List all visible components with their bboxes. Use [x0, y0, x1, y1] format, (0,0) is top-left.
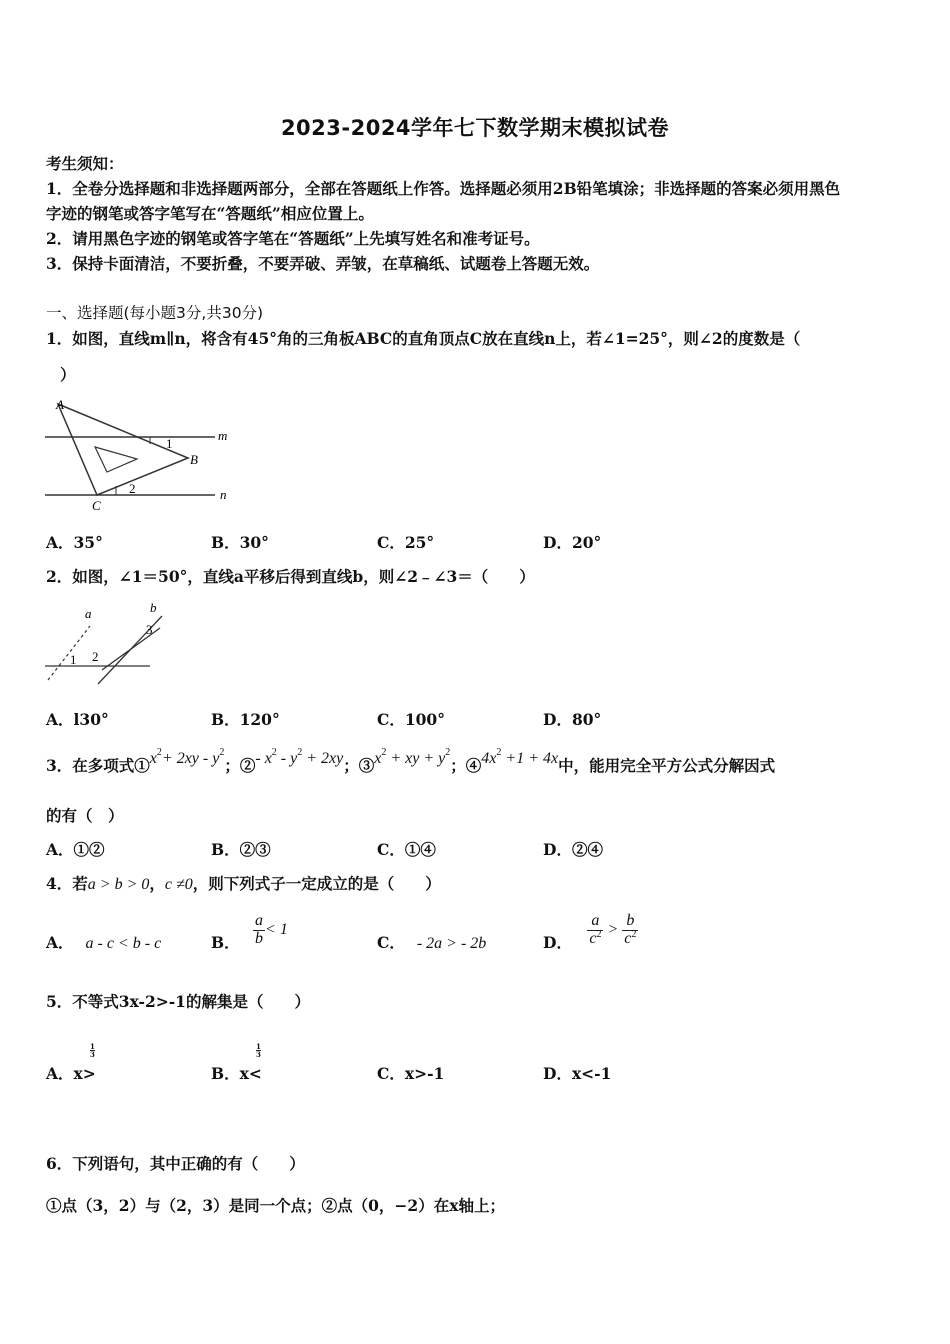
- q1-option-c[interactable]: C．25°: [377, 533, 435, 552]
- q4-option-d[interactable]: D． $\frac{a}{c^2}$ > $\frac{b}{c^2}$: [543, 912, 637, 952]
- q2-option-c[interactable]: C．100°: [377, 710, 445, 729]
- q4-option-b[interactable]: B． $\frac{a}{b}$ < 1: [211, 912, 288, 952]
- q2-option-b[interactable]: B．120°: [211, 710, 280, 729]
- q4-option-a[interactable]: A． a - c < b - c: [46, 933, 162, 952]
- q3-suffix: 中，能用完全平方公式分解因式: [558, 756, 776, 775]
- q1-label-m: m: [218, 428, 228, 443]
- q4-option-c[interactable]: C． - 2a > - 2b: [377, 933, 487, 952]
- q1-option-b[interactable]: B．30°: [211, 533, 269, 552]
- page-title: 2023-2024学年七下数学期末模拟试卷: [280, 116, 670, 140]
- q5-option-a-fraction: $\frac{1}{3}$: [90, 1042, 95, 1059]
- q5-option-c[interactable]: C．x>-1: [377, 1064, 445, 1083]
- q2-figure: [40, 598, 170, 690]
- notice-line-1: 1．全卷分选择题和非选择题两部分，全部在答题纸上作答。选择题必须用2B铅笔填涂；非选择题的答案必须用黑色: [46, 179, 841, 198]
- q2-option-d[interactable]: D．80°: [543, 710, 602, 729]
- q2-stem: 2．如图，∠1＝50°，直线a平移后得到直线b，则∠2﹣∠3＝（ ）: [46, 567, 535, 586]
- q2-angle-3: 3: [146, 622, 153, 637]
- q5-option-d[interactable]: D．x<-1: [543, 1064, 612, 1083]
- q3-poly-3: $x^2$ + xy + $y^2$: [374, 747, 451, 767]
- q5-option-a[interactable]: A．x>: [46, 1064, 96, 1083]
- notice-line-2: 字迹的钢笔或答字笔写在“答题纸”相应位置上。: [46, 204, 374, 223]
- q2-label-a: a: [85, 606, 92, 621]
- q3-poly-2: - $x^2 - y^2 + 2xy$: [255, 747, 344, 767]
- q1-label-b: B: [190, 452, 198, 467]
- q1-angle-2: 2: [129, 481, 136, 496]
- q1-angle-1: 1: [166, 436, 173, 451]
- q2-option-a[interactable]: A．l30°: [46, 710, 109, 729]
- q5-option-b-fraction: $\frac{1}{3}$: [256, 1042, 261, 1059]
- q4-stem: 4．若a > b > 0，c ≠0，则下列式子一定成立的是（ ）: [46, 874, 441, 893]
- q3-line: 3．在多项式$①x^2+ 2xy - y^2$；②- $x^2 - y^2 + 2xy$；$③x^2$ + xy + $y^2$；$④4x^2 +1 + 4x$中，能用完全平方公式分解因式: [46, 747, 776, 775]
- q1-stem-end: ）: [60, 365, 76, 384]
- q3-option-a[interactable]: A．①②: [46, 840, 105, 859]
- q2-angle-2: 2: [92, 649, 99, 664]
- notice-line-4: 3．保持卡面清洁，不要折叠，不要弄破、弄皱，在草稿纸、试题卷上答题无效。: [46, 254, 600, 273]
- q3-poly-4: $4x^2 +1 + 4x$: [481, 747, 559, 767]
- q3-option-b[interactable]: B．②③: [211, 840, 271, 859]
- q1-stem: 1．如图，直线m∥n，将含有45°角的三角板ABC的直角顶点C放在直线n上，若∠1=25°，则∠2的度数是（: [46, 329, 801, 348]
- notice-line-3: 2．请用黑色字迹的钢笔或答字笔在“答题纸”上先填写姓名和准考证号。: [46, 229, 540, 248]
- q3-poly-1: $x^2+ 2xy - y^2$: [149, 747, 225, 767]
- q1-option-d[interactable]: D．20°: [543, 533, 602, 552]
- q3-option-d[interactable]: D．②④: [543, 840, 603, 859]
- q1-label-n: n: [220, 487, 227, 502]
- q1-label-c: C: [92, 498, 101, 513]
- section-heading: 一、选择题(每小题3分,共30分): [46, 304, 264, 322]
- q3-line-2: 的有（ ）: [46, 806, 124, 825]
- q3-prefix: 3．在多项式①: [46, 756, 150, 775]
- q5-stem: 5．不等式3x-2>-1的解集是（ ）: [46, 992, 310, 1011]
- q6-statement-line: ①点（3，2）与（2，3）是同一个点；②点（0，−2）在x轴上；: [46, 1196, 505, 1215]
- q1-label-a: A: [56, 397, 64, 412]
- q2-angle-1: 1: [70, 652, 77, 667]
- q2-label-b: b: [150, 600, 157, 615]
- q4-cond-2: c ≠0: [164, 876, 193, 893]
- q5-option-b[interactable]: B．x<: [211, 1064, 262, 1083]
- q4-cond-1: a > b > 0: [87, 876, 150, 893]
- q6-stem: 6．下列语句，其中正确的有（ ）: [46, 1154, 305, 1173]
- q3-option-c[interactable]: C．①④: [377, 840, 436, 859]
- q1-option-a[interactable]: A．35°: [46, 533, 103, 552]
- q1-figure: [40, 392, 240, 514]
- notice-heading: 考生须知：: [46, 154, 124, 173]
